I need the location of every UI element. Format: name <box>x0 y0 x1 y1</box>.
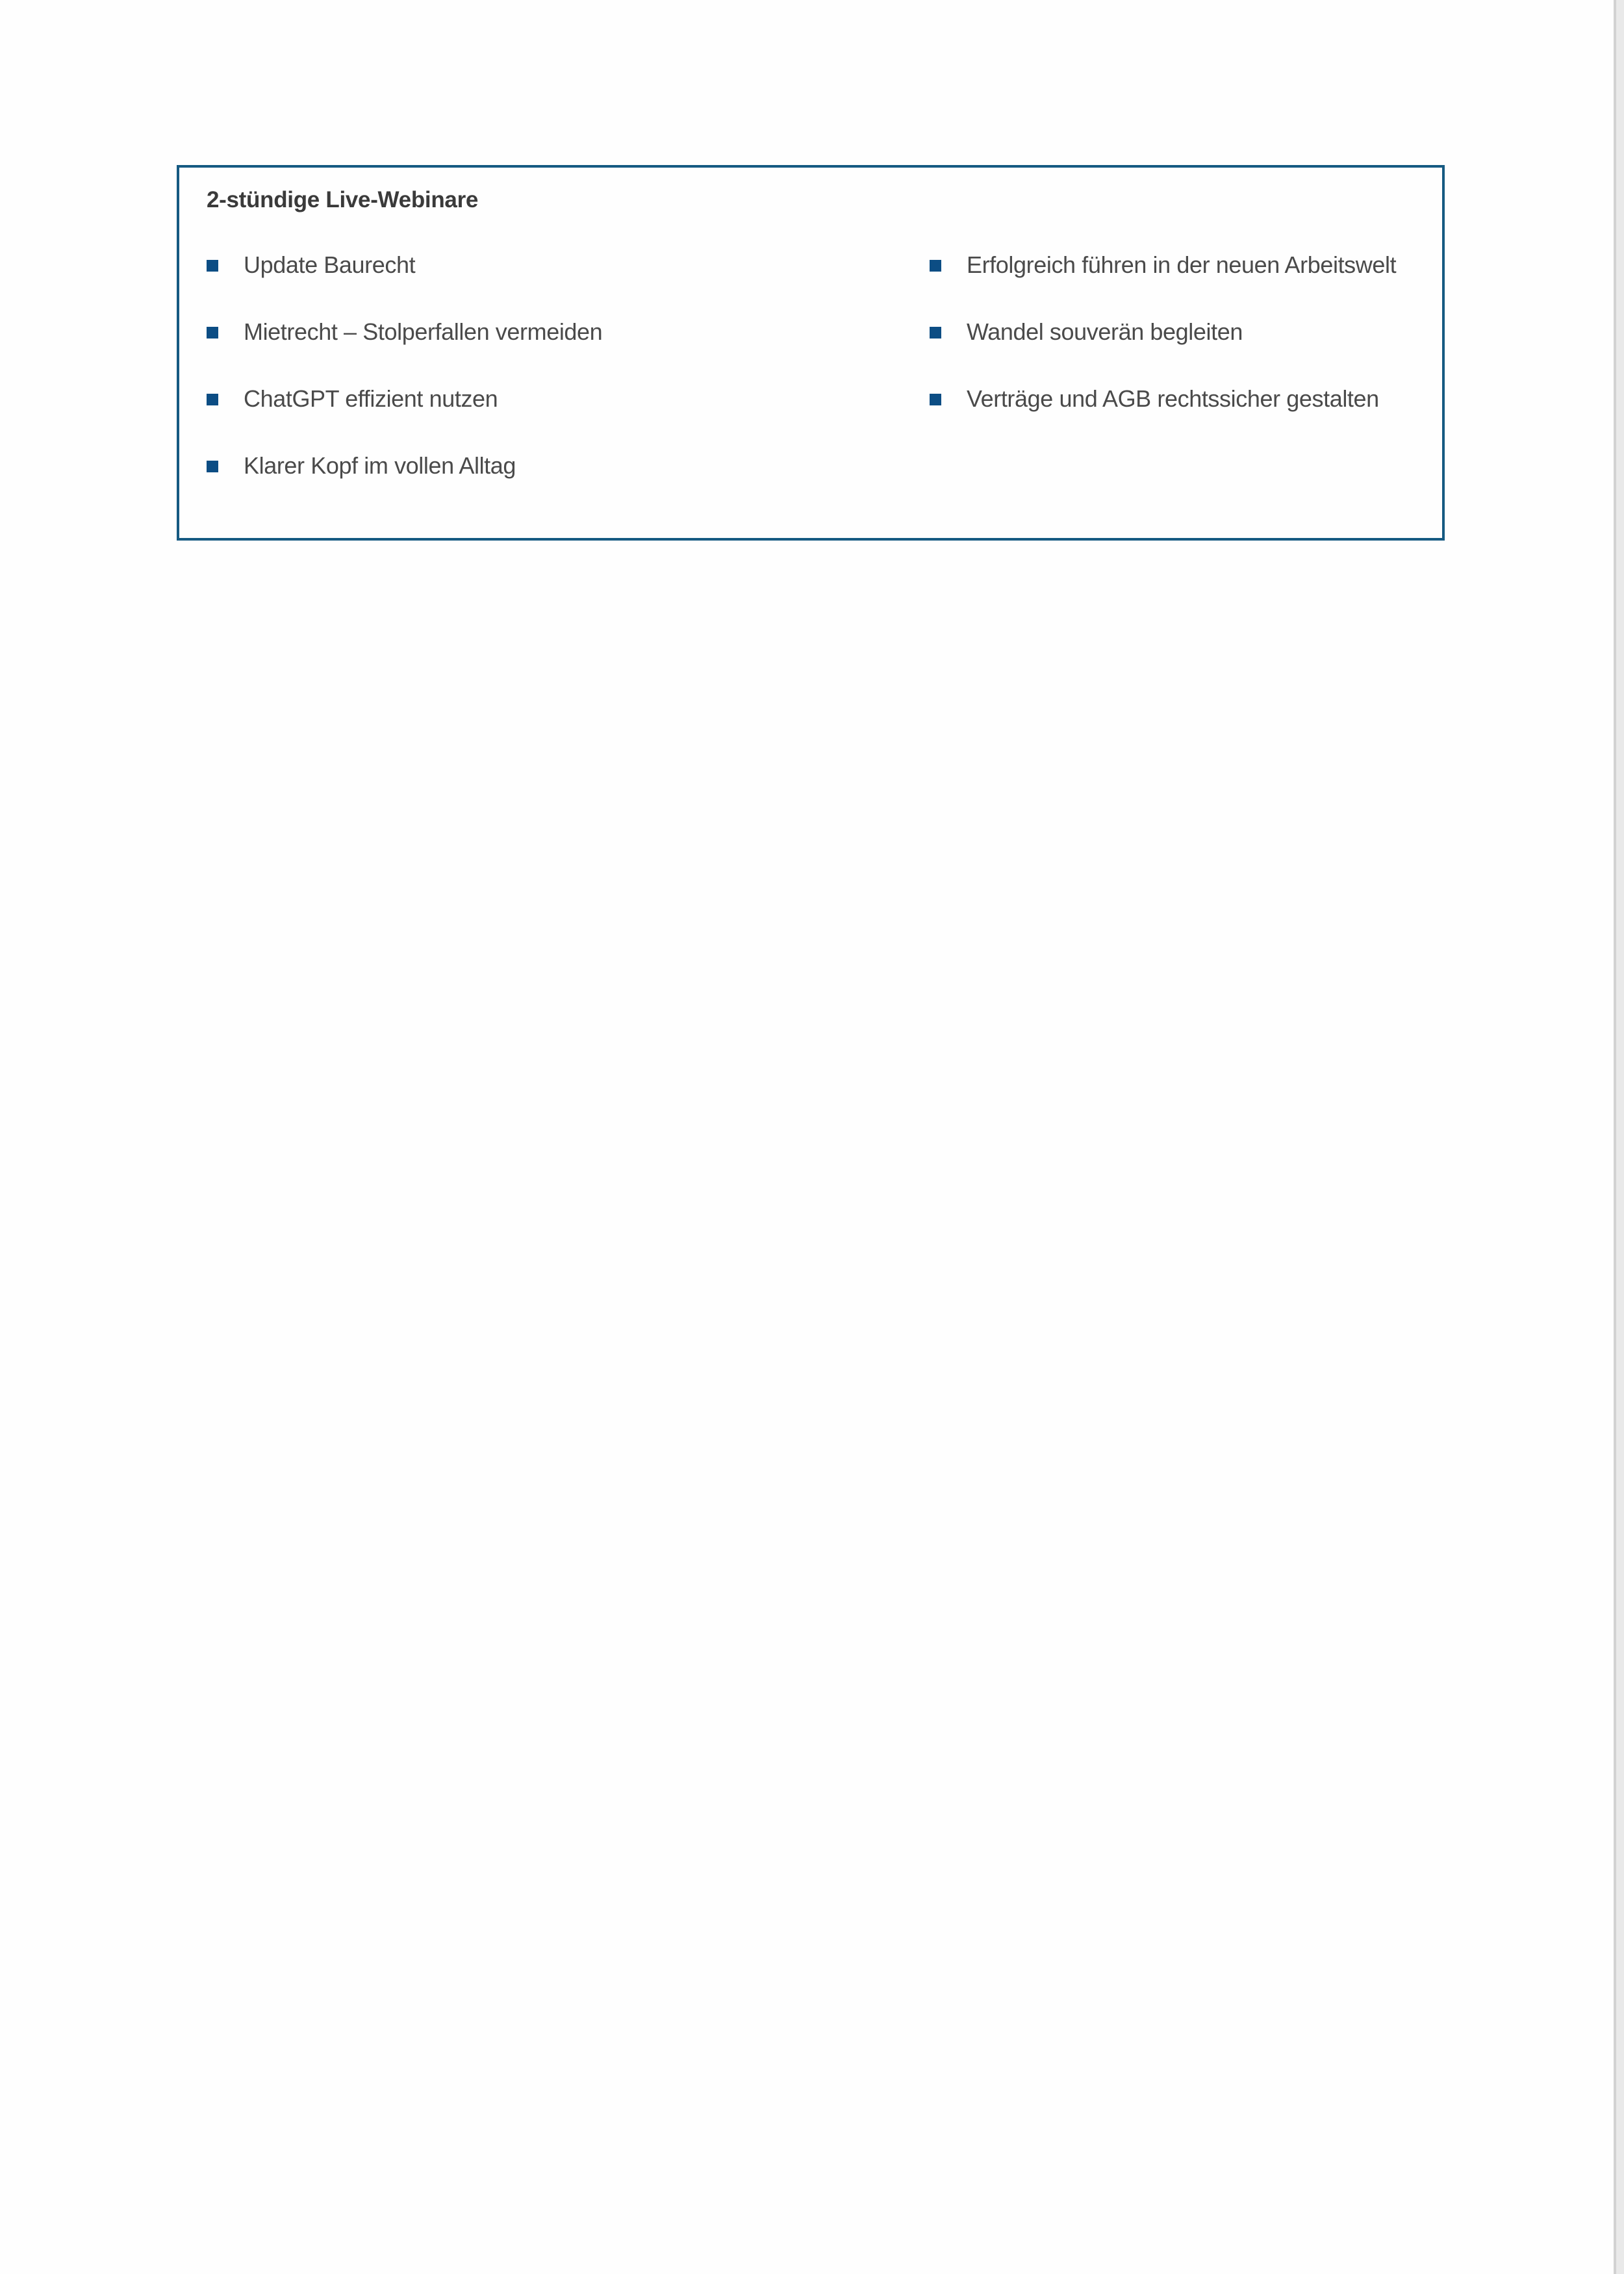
square-bullet-icon <box>207 327 218 339</box>
list-item-label: Wandel souverän begleiten <box>967 318 1243 345</box>
square-bullet-icon <box>207 461 218 472</box>
square-bullet-icon <box>930 260 941 272</box>
webinar-info-box <box>177 165 1445 541</box>
square-bullet-icon <box>207 394 218 405</box>
list-item-label: Mietrecht – Stolperfallen vermeiden <box>244 318 603 345</box>
list-item-label: Update Baurecht <box>244 251 416 278</box>
list-item-label: Klarer Kopf im vollen Alltag <box>244 452 516 479</box>
list-item-label: Verträge und AGB rechtssicher gestalten <box>967 385 1379 412</box>
list-item-label: Erfolgreich führen in der neuen Arbeitswelt <box>967 251 1397 278</box>
square-bullet-icon <box>930 394 941 405</box>
page-edge <box>1614 0 1624 2274</box>
square-bullet-icon <box>207 260 218 272</box>
list-item-label: ChatGPT effizient nutzen <box>244 385 498 412</box>
square-bullet-icon <box>930 327 941 339</box>
box-title: 2-stündige Live-Webinare <box>207 187 479 212</box>
